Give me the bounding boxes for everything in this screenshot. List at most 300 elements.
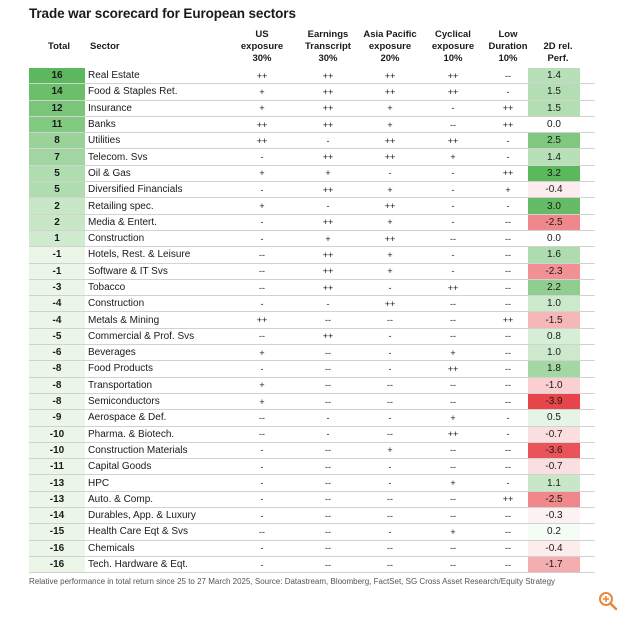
score-asia: -- bbox=[387, 380, 393, 391]
score-us: ++ bbox=[256, 70, 268, 81]
score-asia: - bbox=[388, 478, 392, 489]
total-score: -1 bbox=[29, 264, 85, 279]
perf-value: 2.5 bbox=[528, 133, 580, 148]
total-score: -1 bbox=[29, 247, 85, 262]
sector-name: Utilities bbox=[88, 135, 121, 147]
table-row bbox=[29, 508, 595, 524]
sector-name: Construction Materials bbox=[88, 444, 188, 456]
score-asia: -- bbox=[387, 315, 393, 326]
table-row bbox=[29, 117, 595, 133]
score-low: ++ bbox=[502, 315, 514, 326]
score-asia: ++ bbox=[384, 152, 396, 163]
perf-value: 3.2 bbox=[528, 166, 580, 181]
table-row bbox=[29, 345, 595, 361]
score-us: -- bbox=[259, 526, 265, 537]
score-cyc: - bbox=[451, 266, 455, 277]
sector-name: Hotels, Rest. & Leisure bbox=[88, 249, 191, 261]
perf-value: -2.5 bbox=[528, 215, 580, 230]
score-earn: ++ bbox=[322, 282, 334, 293]
total-score: -10 bbox=[29, 443, 85, 458]
perf-value: 1.0 bbox=[528, 296, 580, 311]
sector-name: Semiconductors bbox=[88, 396, 160, 408]
score-cyc: ++ bbox=[447, 86, 459, 97]
total-score: 2 bbox=[29, 198, 85, 213]
score-us: + bbox=[259, 86, 265, 97]
score-earn: -- bbox=[325, 543, 331, 554]
score-cyc: ++ bbox=[447, 70, 459, 81]
score-us: + bbox=[259, 380, 265, 391]
sector-name: Tobacco bbox=[88, 282, 126, 293]
score-asia: ++ bbox=[384, 135, 396, 146]
table-row bbox=[29, 427, 595, 443]
total-score: -8 bbox=[29, 378, 85, 393]
score-asia: -- bbox=[387, 559, 393, 570]
sector-name: Retailing spec. bbox=[88, 200, 154, 212]
sector-name: Tech. Hardware & Eqt. bbox=[88, 559, 189, 571]
score-asia: -- bbox=[387, 429, 393, 440]
score-us: - bbox=[260, 510, 264, 521]
perf-value: -0.4 bbox=[528, 182, 580, 197]
sector-name: Pharma. & Biotech. bbox=[88, 428, 175, 440]
score-low: - bbox=[506, 135, 510, 146]
perf-value: 1.6 bbox=[528, 247, 580, 262]
sector-name: Commercial & Prof. Svs bbox=[88, 330, 195, 342]
score-asia: -- bbox=[387, 510, 393, 521]
table-row bbox=[29, 475, 595, 491]
sector-name: Oil & Gas bbox=[88, 167, 131, 179]
score-cyc: + bbox=[450, 526, 456, 537]
table-row bbox=[29, 101, 595, 117]
score-cyc: ++ bbox=[447, 135, 459, 146]
sector-name: Auto. & Comp. bbox=[88, 493, 154, 505]
score-cyc: -- bbox=[450, 233, 456, 244]
score-cyc: - bbox=[451, 184, 455, 195]
perf-value: 1.4 bbox=[528, 68, 580, 83]
table-row bbox=[29, 492, 595, 508]
perf-value: 2.2 bbox=[528, 280, 580, 295]
sector-name: Insurance bbox=[88, 102, 132, 114]
score-cyc: - bbox=[451, 168, 455, 179]
score-low: - bbox=[506, 478, 510, 489]
score-earn: - bbox=[326, 429, 330, 440]
score-low: -- bbox=[505, 445, 511, 456]
total-score: -16 bbox=[29, 541, 85, 556]
score-asia: ++ bbox=[384, 201, 396, 212]
sector-name: Telecom. Svs bbox=[88, 151, 148, 163]
perf-value: 0.8 bbox=[528, 329, 580, 344]
score-us: - bbox=[260, 445, 264, 456]
column-header bbox=[232, 29, 292, 65]
sector-name: Food & Staples Ret. bbox=[88, 86, 178, 98]
column-header-line: Transcript bbox=[305, 41, 351, 52]
column-header bbox=[532, 41, 584, 65]
total-score: -9 bbox=[29, 410, 85, 425]
page-title: Trade war scorecard for European sectors bbox=[29, 6, 296, 21]
perf-value: 1.4 bbox=[528, 149, 580, 164]
score-asia: + bbox=[387, 103, 393, 114]
score-cyc: + bbox=[450, 478, 456, 489]
sector-name: Health Care Eqt & Svs bbox=[88, 526, 189, 538]
total-score: -16 bbox=[29, 557, 85, 572]
total-score: -4 bbox=[29, 296, 85, 311]
score-low: - bbox=[506, 201, 510, 212]
score-asia: - bbox=[388, 526, 392, 537]
score-cyc: -- bbox=[450, 559, 456, 570]
score-earn: ++ bbox=[322, 217, 334, 228]
score-asia: -- bbox=[387, 396, 393, 407]
perf-value: -1.5 bbox=[528, 312, 580, 327]
score-asia: - bbox=[388, 331, 392, 342]
score-asia: + bbox=[387, 217, 393, 228]
header-total: Total bbox=[48, 41, 70, 52]
table-row bbox=[29, 215, 595, 231]
column-header-line: Duration bbox=[488, 41, 528, 52]
score-cyc: - bbox=[451, 103, 455, 114]
perf-value: 0.0 bbox=[528, 231, 580, 246]
column-header-line: exposure bbox=[431, 41, 475, 52]
score-us: - bbox=[260, 494, 264, 505]
score-cyc: - bbox=[451, 249, 455, 260]
score-us: - bbox=[260, 543, 264, 554]
score-us: - bbox=[260, 184, 264, 195]
column-header-line: Asia Pacific bbox=[363, 29, 417, 40]
total-score: -11 bbox=[29, 459, 85, 474]
score-cyc: -- bbox=[450, 510, 456, 521]
table-row bbox=[29, 231, 595, 247]
score-cyc: -- bbox=[450, 396, 456, 407]
sector-name: Transportation bbox=[88, 379, 153, 391]
perf-value: -1.0 bbox=[528, 378, 580, 393]
score-earn: ++ bbox=[322, 103, 334, 114]
sector-name: Aerospace & Def. bbox=[88, 412, 167, 424]
score-earn: - bbox=[326, 201, 330, 212]
column-header-line: 30% bbox=[252, 53, 272, 64]
total-score: 14 bbox=[29, 84, 85, 99]
total-score: -14 bbox=[29, 508, 85, 523]
table-row bbox=[29, 166, 595, 182]
score-earn: -- bbox=[325, 559, 331, 570]
score-earn: ++ bbox=[322, 249, 334, 260]
column-header-line: Cyclical bbox=[435, 29, 471, 40]
total-score: 16 bbox=[29, 68, 85, 83]
perf-value: 1.5 bbox=[528, 101, 580, 116]
perf-value: 1.1 bbox=[528, 475, 580, 490]
table-row bbox=[29, 247, 595, 263]
score-us: -- bbox=[259, 266, 265, 277]
score-cyc: -- bbox=[450, 461, 456, 472]
table-row bbox=[29, 378, 595, 394]
score-earn: + bbox=[325, 233, 331, 244]
score-earn: ++ bbox=[322, 86, 334, 97]
sector-name: Metals & Mining bbox=[88, 314, 160, 326]
sector-name: Food Products bbox=[88, 363, 154, 375]
sector-name: Chemicals bbox=[88, 542, 135, 554]
score-cyc: ++ bbox=[447, 429, 459, 440]
score-earn: - bbox=[326, 412, 330, 423]
score-low: ++ bbox=[502, 103, 514, 114]
score-low: -- bbox=[505, 347, 511, 358]
score-low: -- bbox=[505, 396, 511, 407]
score-asia: - bbox=[388, 168, 392, 179]
score-low: -- bbox=[505, 233, 511, 244]
table-row bbox=[29, 312, 595, 328]
score-earn: -- bbox=[325, 380, 331, 391]
total-score: 12 bbox=[29, 101, 85, 116]
score-asia: ++ bbox=[384, 86, 396, 97]
score-earn: -- bbox=[325, 478, 331, 489]
score-asia: + bbox=[387, 266, 393, 277]
score-us: - bbox=[260, 152, 264, 163]
score-cyc: -- bbox=[450, 315, 456, 326]
score-us: -- bbox=[259, 429, 265, 440]
table-row bbox=[29, 410, 595, 426]
column-header bbox=[424, 29, 482, 65]
score-asia: + bbox=[387, 184, 393, 195]
score-cyc: -- bbox=[450, 331, 456, 342]
perf-value: 1.8 bbox=[528, 361, 580, 376]
score-low: -- bbox=[505, 217, 511, 228]
table-row bbox=[29, 443, 595, 459]
table-row bbox=[29, 149, 595, 165]
perf-value: 1.5 bbox=[528, 84, 580, 99]
score-cyc: - bbox=[451, 201, 455, 212]
score-earn: -- bbox=[325, 494, 331, 505]
score-earn: -- bbox=[325, 363, 331, 374]
score-low: -- bbox=[505, 70, 511, 81]
score-us: - bbox=[260, 461, 264, 472]
score-asia: ++ bbox=[384, 298, 396, 309]
total-score: 1 bbox=[29, 231, 85, 246]
table-row bbox=[29, 557, 595, 573]
perf-value: -3.9 bbox=[528, 394, 580, 409]
score-earn: -- bbox=[325, 510, 331, 521]
perf-value: 3.0 bbox=[528, 198, 580, 213]
score-low: -- bbox=[505, 363, 511, 374]
total-score: -13 bbox=[29, 475, 85, 490]
table-row bbox=[29, 361, 595, 377]
total-score: 5 bbox=[29, 182, 85, 197]
score-low: -- bbox=[505, 559, 511, 570]
sector-name: Beverages bbox=[88, 347, 136, 359]
score-earn: -- bbox=[325, 445, 331, 456]
score-low: - bbox=[506, 429, 510, 440]
perf-value: -0.7 bbox=[528, 427, 580, 442]
scorecard-table bbox=[29, 68, 595, 573]
score-earn: + bbox=[325, 168, 331, 179]
total-score: -10 bbox=[29, 427, 85, 442]
score-cyc: + bbox=[450, 347, 456, 358]
table-row bbox=[29, 394, 595, 410]
score-us: - bbox=[260, 478, 264, 489]
score-asia: - bbox=[388, 461, 392, 472]
score-earn: ++ bbox=[322, 119, 334, 130]
total-score: 8 bbox=[29, 133, 85, 148]
score-asia: - bbox=[388, 363, 392, 374]
column-header-line: 10% bbox=[443, 53, 463, 64]
score-low: -- bbox=[505, 526, 511, 537]
column-header-line: 10% bbox=[498, 53, 518, 64]
score-us: ++ bbox=[256, 119, 268, 130]
score-low: + bbox=[505, 184, 511, 195]
score-earn: ++ bbox=[322, 70, 334, 81]
score-earn: ++ bbox=[322, 152, 334, 163]
perf-value: -0.3 bbox=[528, 508, 580, 523]
total-score: 5 bbox=[29, 166, 85, 181]
column-header-line: 20% bbox=[380, 53, 400, 64]
score-earn: -- bbox=[325, 315, 331, 326]
column-header-line: exposure bbox=[368, 41, 412, 52]
column-header-line: Low bbox=[498, 29, 518, 40]
score-asia: ++ bbox=[384, 233, 396, 244]
perf-value: -2.3 bbox=[528, 264, 580, 279]
column-header-line: 2D rel. bbox=[543, 41, 573, 52]
total-score: -5 bbox=[29, 329, 85, 344]
score-cyc: -- bbox=[450, 543, 456, 554]
table-row bbox=[29, 524, 595, 540]
score-earn: - bbox=[326, 298, 330, 309]
score-low: -- bbox=[505, 380, 511, 391]
header-sector: Sector bbox=[90, 41, 120, 52]
score-low: - bbox=[506, 152, 510, 163]
score-us: - bbox=[260, 363, 264, 374]
sector-name: Media & Entert. bbox=[88, 216, 157, 228]
score-asia: - bbox=[388, 347, 392, 358]
column-header bbox=[360, 29, 420, 65]
footnote: Relative performance in total return since 25 to 27 March 2025, Source: Datastream, Bloomberg, FactSet, SG Cross Asset Research/Equity Strategy bbox=[29, 577, 556, 586]
score-low: -- bbox=[505, 249, 511, 260]
score-cyc: ++ bbox=[447, 363, 459, 374]
score-us: -- bbox=[259, 331, 265, 342]
total-score: -3 bbox=[29, 280, 85, 295]
score-us: - bbox=[260, 298, 264, 309]
total-score: 11 bbox=[29, 117, 85, 132]
score-earn: ++ bbox=[322, 266, 334, 277]
sector-name: Capital Goods bbox=[88, 461, 152, 473]
score-earn: -- bbox=[325, 461, 331, 472]
score-us: + bbox=[259, 103, 265, 114]
score-earn: ++ bbox=[322, 184, 334, 195]
column-header bbox=[297, 29, 359, 65]
zoom-in-icon[interactable] bbox=[598, 591, 618, 611]
perf-value: -0.7 bbox=[528, 459, 580, 474]
table-row bbox=[29, 459, 595, 475]
table-row bbox=[29, 182, 595, 198]
column-header-line: exposure bbox=[240, 41, 284, 52]
score-cyc: + bbox=[450, 152, 456, 163]
score-cyc: - bbox=[451, 217, 455, 228]
table-row bbox=[29, 541, 595, 557]
perf-value: -1.7 bbox=[528, 557, 580, 572]
score-us: + bbox=[259, 168, 265, 179]
perf-value: 0.2 bbox=[528, 524, 580, 539]
score-asia: -- bbox=[387, 543, 393, 554]
table-row bbox=[29, 264, 595, 280]
table-row bbox=[29, 198, 595, 214]
score-us: - bbox=[260, 559, 264, 570]
perf-value: 0.5 bbox=[528, 410, 580, 425]
score-earn: -- bbox=[325, 396, 331, 407]
score-earn: -- bbox=[325, 347, 331, 358]
table-row bbox=[29, 133, 595, 149]
total-score: -6 bbox=[29, 345, 85, 360]
score-low: -- bbox=[505, 298, 511, 309]
sector-name: HPC bbox=[88, 477, 110, 489]
perf-value: -2.5 bbox=[528, 492, 580, 507]
sector-name: Construction bbox=[88, 233, 145, 245]
score-asia: - bbox=[388, 412, 392, 423]
score-earn: -- bbox=[325, 526, 331, 537]
perf-value: 1.0 bbox=[528, 345, 580, 360]
score-low: -- bbox=[505, 282, 511, 293]
score-us: ++ bbox=[256, 315, 268, 326]
score-us: - bbox=[260, 233, 264, 244]
sector-name: Real Estate bbox=[88, 70, 140, 82]
score-asia: + bbox=[387, 445, 393, 456]
score-asia: + bbox=[387, 249, 393, 260]
total-score: -8 bbox=[29, 361, 85, 376]
score-us: - bbox=[260, 217, 264, 228]
score-us: + bbox=[259, 347, 265, 358]
score-us: -- bbox=[259, 412, 265, 423]
column-header-line: Earnings bbox=[307, 29, 349, 40]
table-row bbox=[29, 329, 595, 345]
score-earn: ++ bbox=[322, 331, 334, 342]
table-row bbox=[29, 280, 595, 296]
score-low: ++ bbox=[502, 168, 514, 179]
total-score: -15 bbox=[29, 524, 85, 539]
score-asia: -- bbox=[387, 494, 393, 505]
sector-name: Banks bbox=[88, 119, 116, 131]
score-cyc: ++ bbox=[447, 282, 459, 293]
score-us: + bbox=[259, 201, 265, 212]
score-cyc: -- bbox=[450, 298, 456, 309]
total-score: -13 bbox=[29, 492, 85, 507]
score-us: -- bbox=[259, 282, 265, 293]
perf-value: -0.4 bbox=[528, 541, 580, 556]
score-asia: - bbox=[388, 282, 392, 293]
total-score: -4 bbox=[29, 312, 85, 327]
table-row bbox=[29, 84, 595, 100]
score-us: -- bbox=[259, 249, 265, 260]
table-row bbox=[29, 296, 595, 312]
score-low: ++ bbox=[502, 119, 514, 130]
column-header bbox=[483, 29, 533, 65]
score-low: -- bbox=[505, 331, 511, 342]
sector-name: Durables, App. & Luxury bbox=[88, 510, 196, 522]
column-header-line: Perf. bbox=[547, 53, 569, 64]
score-low: -- bbox=[505, 510, 511, 521]
score-low: - bbox=[506, 86, 510, 97]
sector-name: Software & IT Svs bbox=[88, 265, 168, 277]
score-low: ++ bbox=[502, 494, 514, 505]
score-us: + bbox=[259, 396, 265, 407]
score-low: - bbox=[506, 412, 510, 423]
score-cyc: -- bbox=[450, 380, 456, 391]
total-score: 2 bbox=[29, 215, 85, 230]
score-low: -- bbox=[505, 266, 511, 277]
total-score: -8 bbox=[29, 394, 85, 409]
sector-name: Construction bbox=[88, 298, 145, 310]
score-asia: + bbox=[387, 119, 393, 130]
perf-value: -3.6 bbox=[528, 443, 580, 458]
score-cyc: -- bbox=[450, 119, 456, 130]
score-low: -- bbox=[505, 543, 511, 554]
table-row bbox=[29, 68, 595, 84]
score-us: ++ bbox=[256, 135, 268, 146]
score-asia: ++ bbox=[384, 70, 396, 81]
score-cyc: + bbox=[450, 412, 456, 423]
column-header-line: US bbox=[255, 29, 269, 40]
